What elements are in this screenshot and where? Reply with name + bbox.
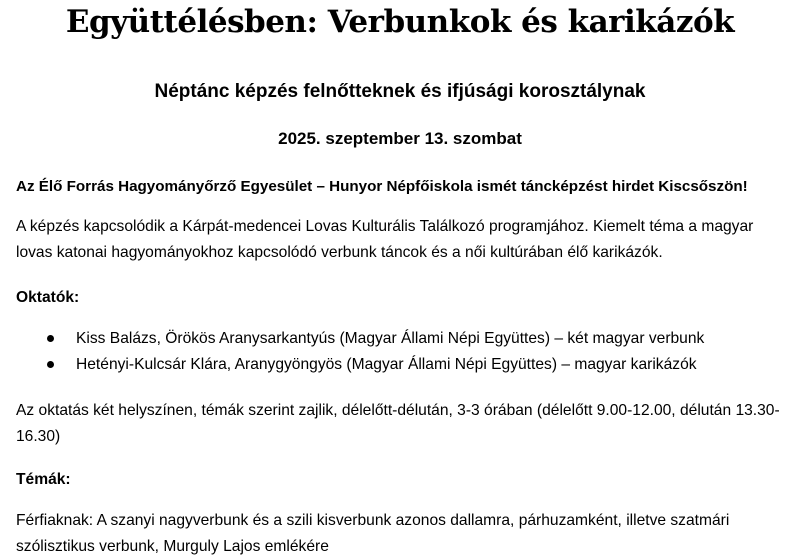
bullet-icon [47, 335, 54, 342]
intro-statement: Az Élő Forrás Hagyományőrző Egyesület – Hunyor Népfőiskola ismét táncképzést hirdet Kiscsőszön! [16, 178, 748, 195]
topics-label: Témák: [16, 471, 71, 488]
instructors-list [0, 326, 800, 378]
document-title: Együttélésben: Verbunkok és karikázók [65, 4, 735, 40]
paragraph-topics-men: Férfiaknak: A szanyi nagyverbunk és a szili kisverbunk azonos dallamra, párhuzamként, illetve szatmári szólisztikus verbunk, Murguly Lajos emlékére [16, 512, 730, 555]
instructor-text: Kiss Balázs, Örökös Aranysarkantyús (Magyar Állami Népi Együttes) – két magyar verbunk [76, 330, 705, 347]
paragraph-program: A képzés kapcsolódik a Kárpát-medencei Lovas Kulturális Találkozó programjához. Kiemelt téma a magyar lovas katonai hagyományokhoz kapcsolódó verbunk táncok és a női kultúrában élő karikázók. [16, 218, 754, 261]
instructor-text: Hetényi-Kulcsár Klára, Aranygyöngyös (Magyar Állami Népi Együttes) – magyar karikázók [76, 356, 697, 373]
paragraph-schedule: Az oktatás két helyszínen, témák szerint zajlik, délelőtt-délután, 3-3 órában (délelőtt 9.00-12.00, délután 13.30-16.30) [16, 402, 780, 445]
list-item [0, 352, 800, 378]
event-date: 2025. szeptember 13. szombat [278, 129, 522, 148]
bullet-icon [47, 361, 54, 368]
instructors-label: Oktatók: [16, 289, 80, 306]
list-item [0, 326, 800, 352]
document-subtitle: Néptánc képzés felnőtteknek és ifjúsági korosztálynak [154, 81, 646, 102]
